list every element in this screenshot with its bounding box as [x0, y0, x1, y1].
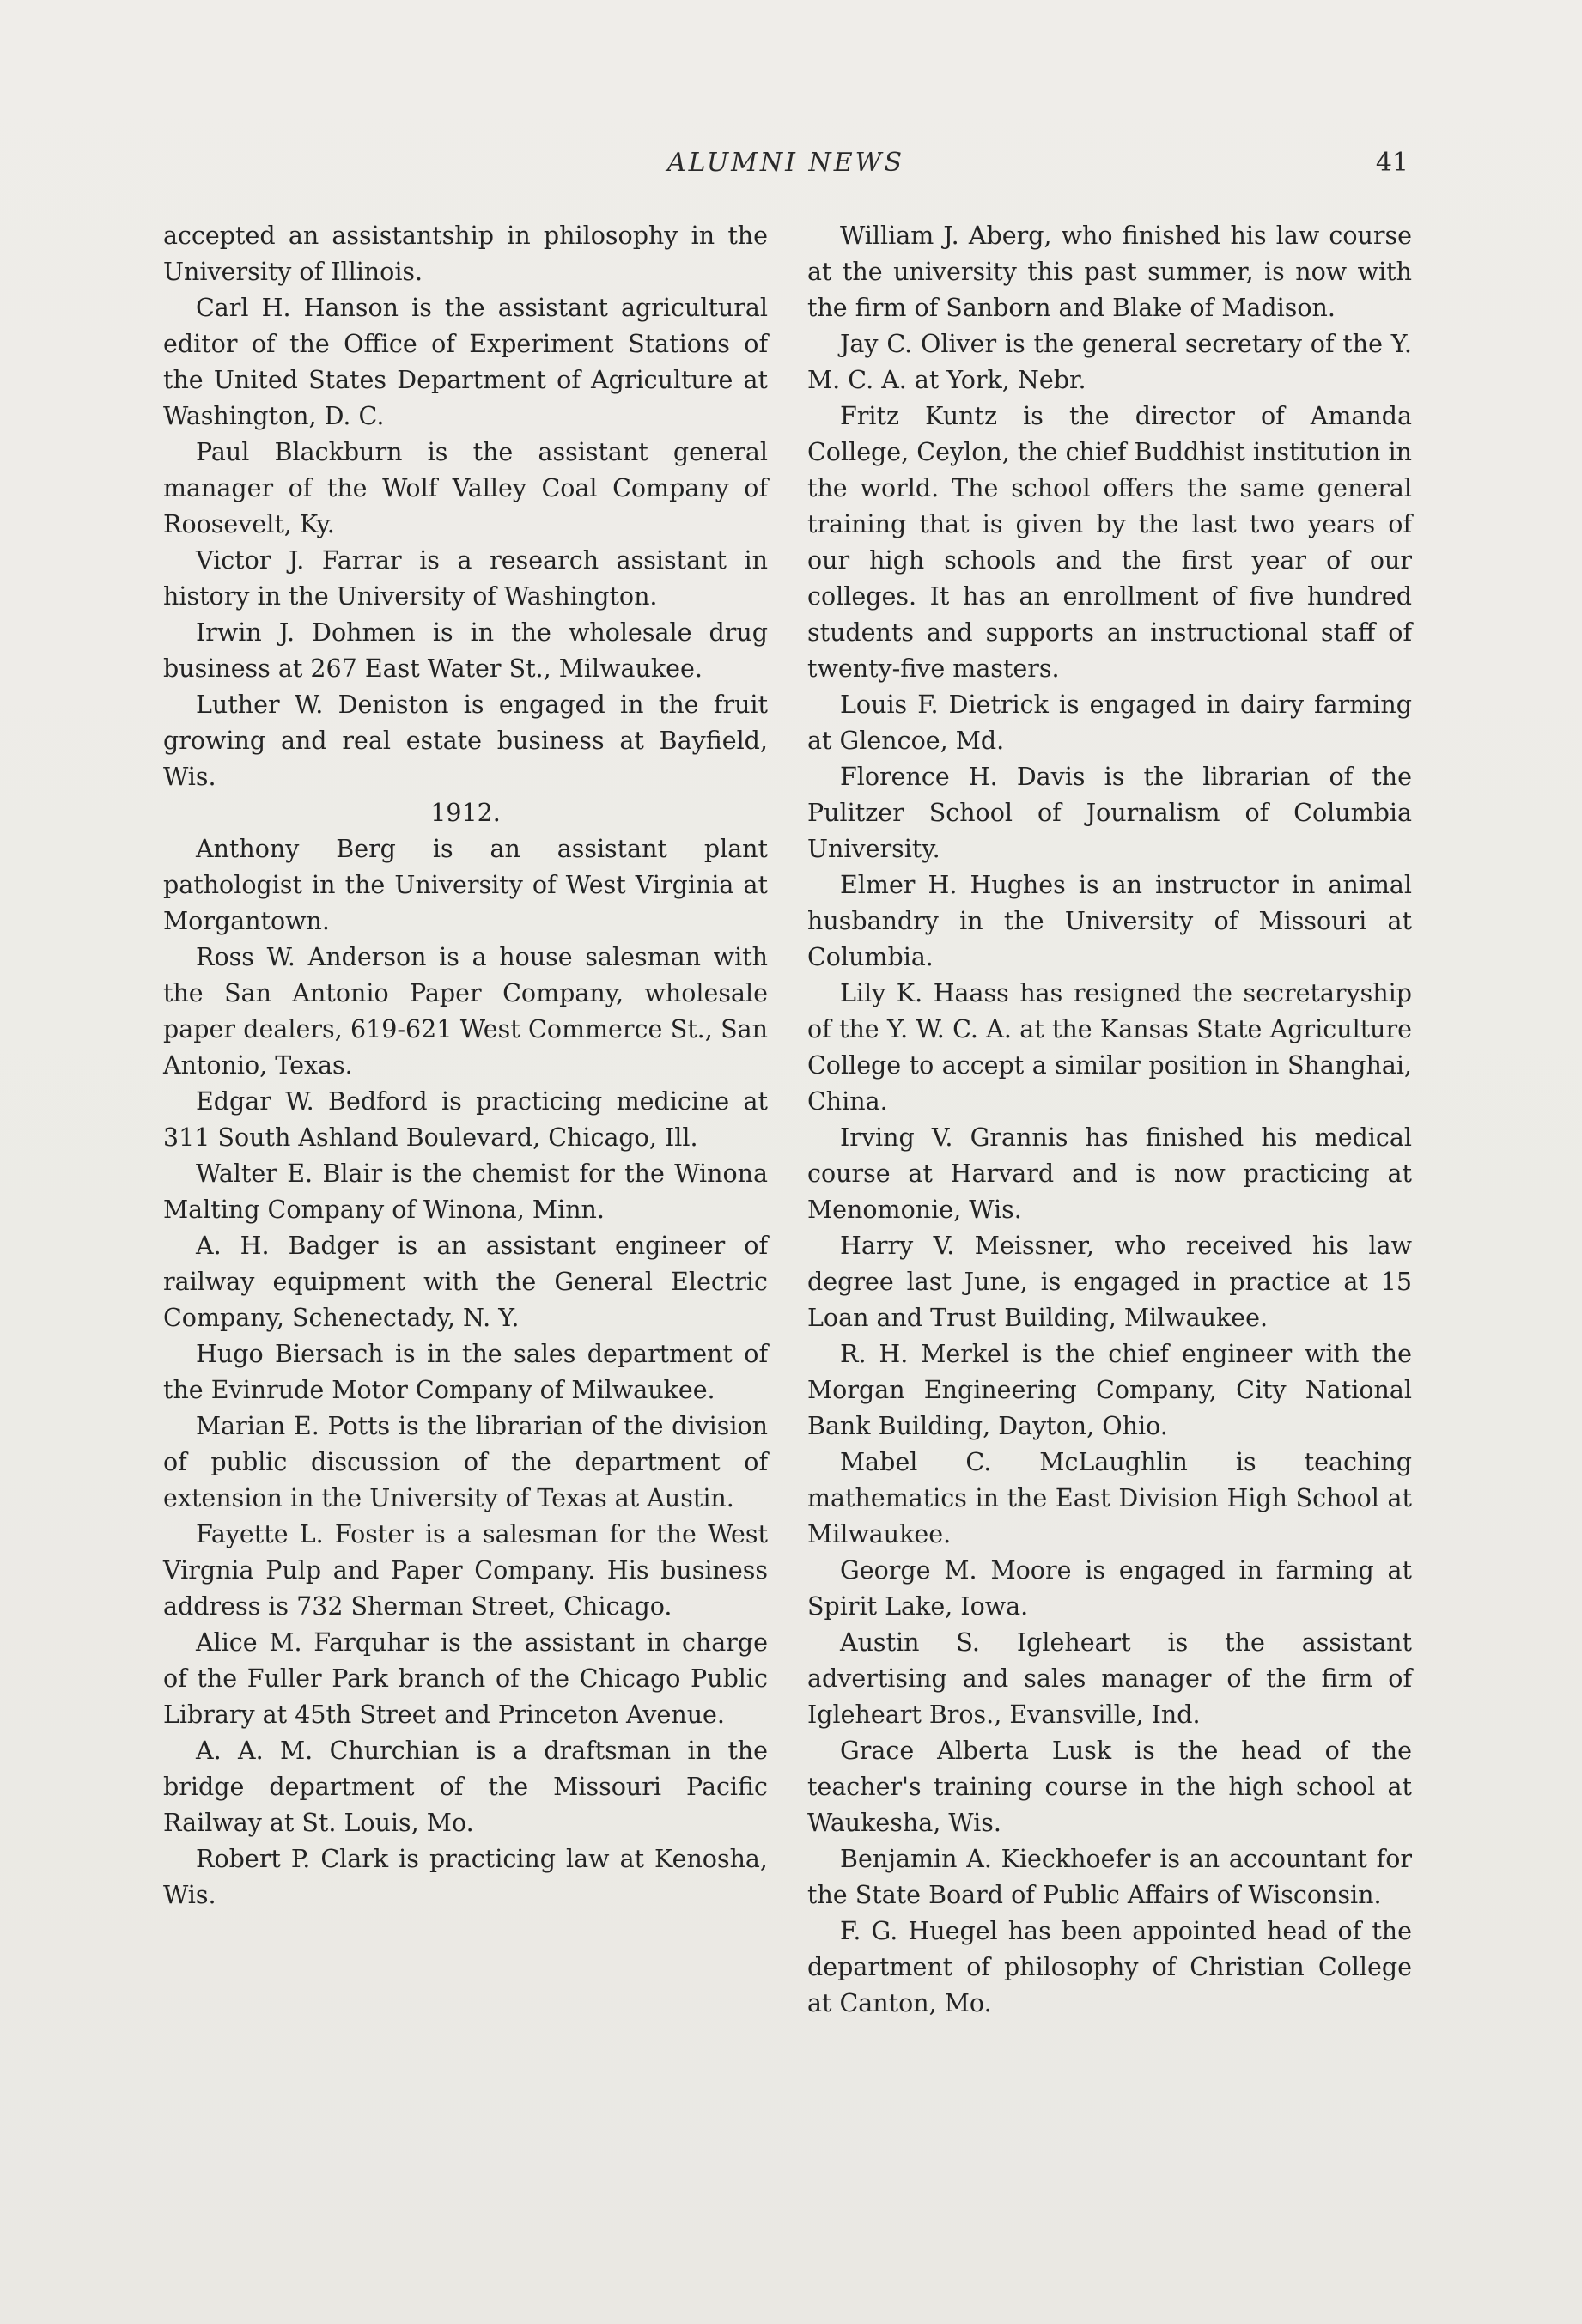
section-year-heading: 1912. — [430, 799, 501, 827]
paragraph: Ross W. Anderson is a house salesman with the San Antonio Paper Company, wholesale paper dealers, 619-621 West Commerce St., San Antonio, Texas. — [163, 943, 768, 1080]
paragraph: R. H. Merkel is the chief engineer with the Morgan Engineering Company, City National Bank Building, Dayton, Ohio. — [807, 1340, 1412, 1440]
paragraph: Fritz Kuntz is the director of Amanda College, Ceylon, the chief Buddhist institution in the world. The school offers the same general training that is given by the last two years of our high schools and the first year of our colleges. It has an enrollment of five hundred students and supports an instructional staff of twenty-five masters. — [807, 402, 1412, 683]
paragraph: Jay C. Oliver is the general secretary of the Y. M. C. A. at York, Nebr. — [807, 330, 1412, 394]
paragraph: Marian E. Potts is the librarian of the division of public discussion of the department of extension in the University of Texas at Austin. — [163, 1412, 768, 1512]
paragraph: F. G. Huegel has been appointed head of the department of philosophy of Christian College at Canton, Mo. — [807, 1917, 1412, 2017]
paragraph: Alice M. Farquhar is the assistant in charge of the Fuller Park branch of the Chicago Public Library at 45th Street and Princeton Avenue. — [163, 1628, 768, 1729]
paragraph: George M. Moore is engaged in farming at Spirit Lake, Iowa. — [807, 1556, 1412, 1621]
paragraph: Mabel C. McLaughlin is teaching mathematics in the East Division High School at Milwaukee. — [807, 1448, 1412, 1548]
paragraph: Victor J. Farrar is a research assistant in history in the University of Washington. — [163, 546, 768, 611]
paragraph: Grace Alberta Lusk is the head of the teacher's training course in the high school at Waukesha, Wis. — [807, 1737, 1412, 1837]
paragraph: Benjamin A. Kieckhoefer is an accountant for the State Board of Public Affairs of Wisconsin. — [807, 1845, 1412, 1909]
left-column — [163, 218, 768, 1913]
page-number: 41 — [1375, 148, 1409, 178]
paragraph: Harry V. Meissner, who received his law degree last June, is engaged in practice at 15 Loan and Trust Building, Milwaukee. — [807, 1232, 1412, 1332]
paragraph: A. A. M. Churchian is a draftsman in the bridge department of the Missouri Pacific Railway at St. Louis, Mo. — [163, 1737, 768, 1837]
paragraph: Paul Blackburn is the assistant general manager of the Wolf Valley Coal Company of Roosevelt, Ky. — [163, 438, 768, 538]
page-header — [163, 148, 1409, 191]
paragraph: Carl H. Hanson is the assistant agricultural editor of the Office of Experiment Stations of the United States Department of Agriculture at Washington, D. C. — [163, 294, 768, 430]
paragraph: Edgar W. Bedford is practicing medicine at 311 South Ashland Boulevard, Chicago, Ill. — [163, 1087, 768, 1152]
paragraph: Louis F. Dietrick is engaged in dairy farming at Glencoe, Md. — [807, 691, 1412, 755]
paragraph: Irwin J. Dohmen is in the wholesale drug business at 267 East Water St., Milwaukee. — [163, 618, 768, 683]
paragraph: William J. Aberg, who finished his law course at the university this past summer, is now with the firm of Sanborn and Blake of Madison. — [807, 222, 1412, 322]
paragraph: A. H. Badger is an assistant engineer of railway equipment with the General Electric Company, Schenectady, N. Y. — [163, 1232, 768, 1332]
paragraph: Anthony Berg is an assistant plant pathologist in the University of West Virginia at Morgantown. — [163, 835, 768, 935]
running-title: ALUMNI NEWS — [666, 148, 905, 178]
paragraph: Austin S. Igleheart is the assistant advertising and sales manager of the firm of Igleheart Bros., Evansville, Ind. — [807, 1628, 1412, 1729]
paragraph: Walter E. Blair is the chemist for the Winona Malting Company of Winona, Minn. — [163, 1159, 768, 1224]
paragraph: Luther W. Deniston is engaged in the fruit growing and real estate business at Bayfield, Wis. — [163, 691, 768, 791]
right-column — [807, 218, 1412, 2022]
paragraph: Lily K. Haass has resigned the secretaryship of the Y. W. C. A. at the Kansas State Agriculture College to accept a similar position in Shanghai, China. — [807, 979, 1412, 1116]
paragraph: Hugo Biersach is in the sales department of the Evinrude Motor Company of Milwaukee. — [163, 1340, 768, 1404]
paragraph: accepted an assistantship in philosophy in the University of Illinois. — [163, 222, 768, 286]
paragraph: Florence H. Davis is the librarian of the Pulitzer School of Journalism of Columbia University. — [807, 763, 1412, 863]
paragraph: Irving V. Grannis has finished his medical course at Harvard and is now practicing at Menomonie, Wis. — [807, 1123, 1412, 1224]
paragraph: Robert P. Clark is practicing law at Kenosha, Wis. — [163, 1845, 768, 1909]
paragraph: Elmer H. Hughes is an instructor in animal husbandry in the University of Missouri at Columbia. — [807, 871, 1412, 971]
paragraph: Fayette L. Foster is a salesman for the West Virgnia Pulp and Paper Company. His business address is 732 Sherman Street, Chicago. — [163, 1520, 768, 1621]
